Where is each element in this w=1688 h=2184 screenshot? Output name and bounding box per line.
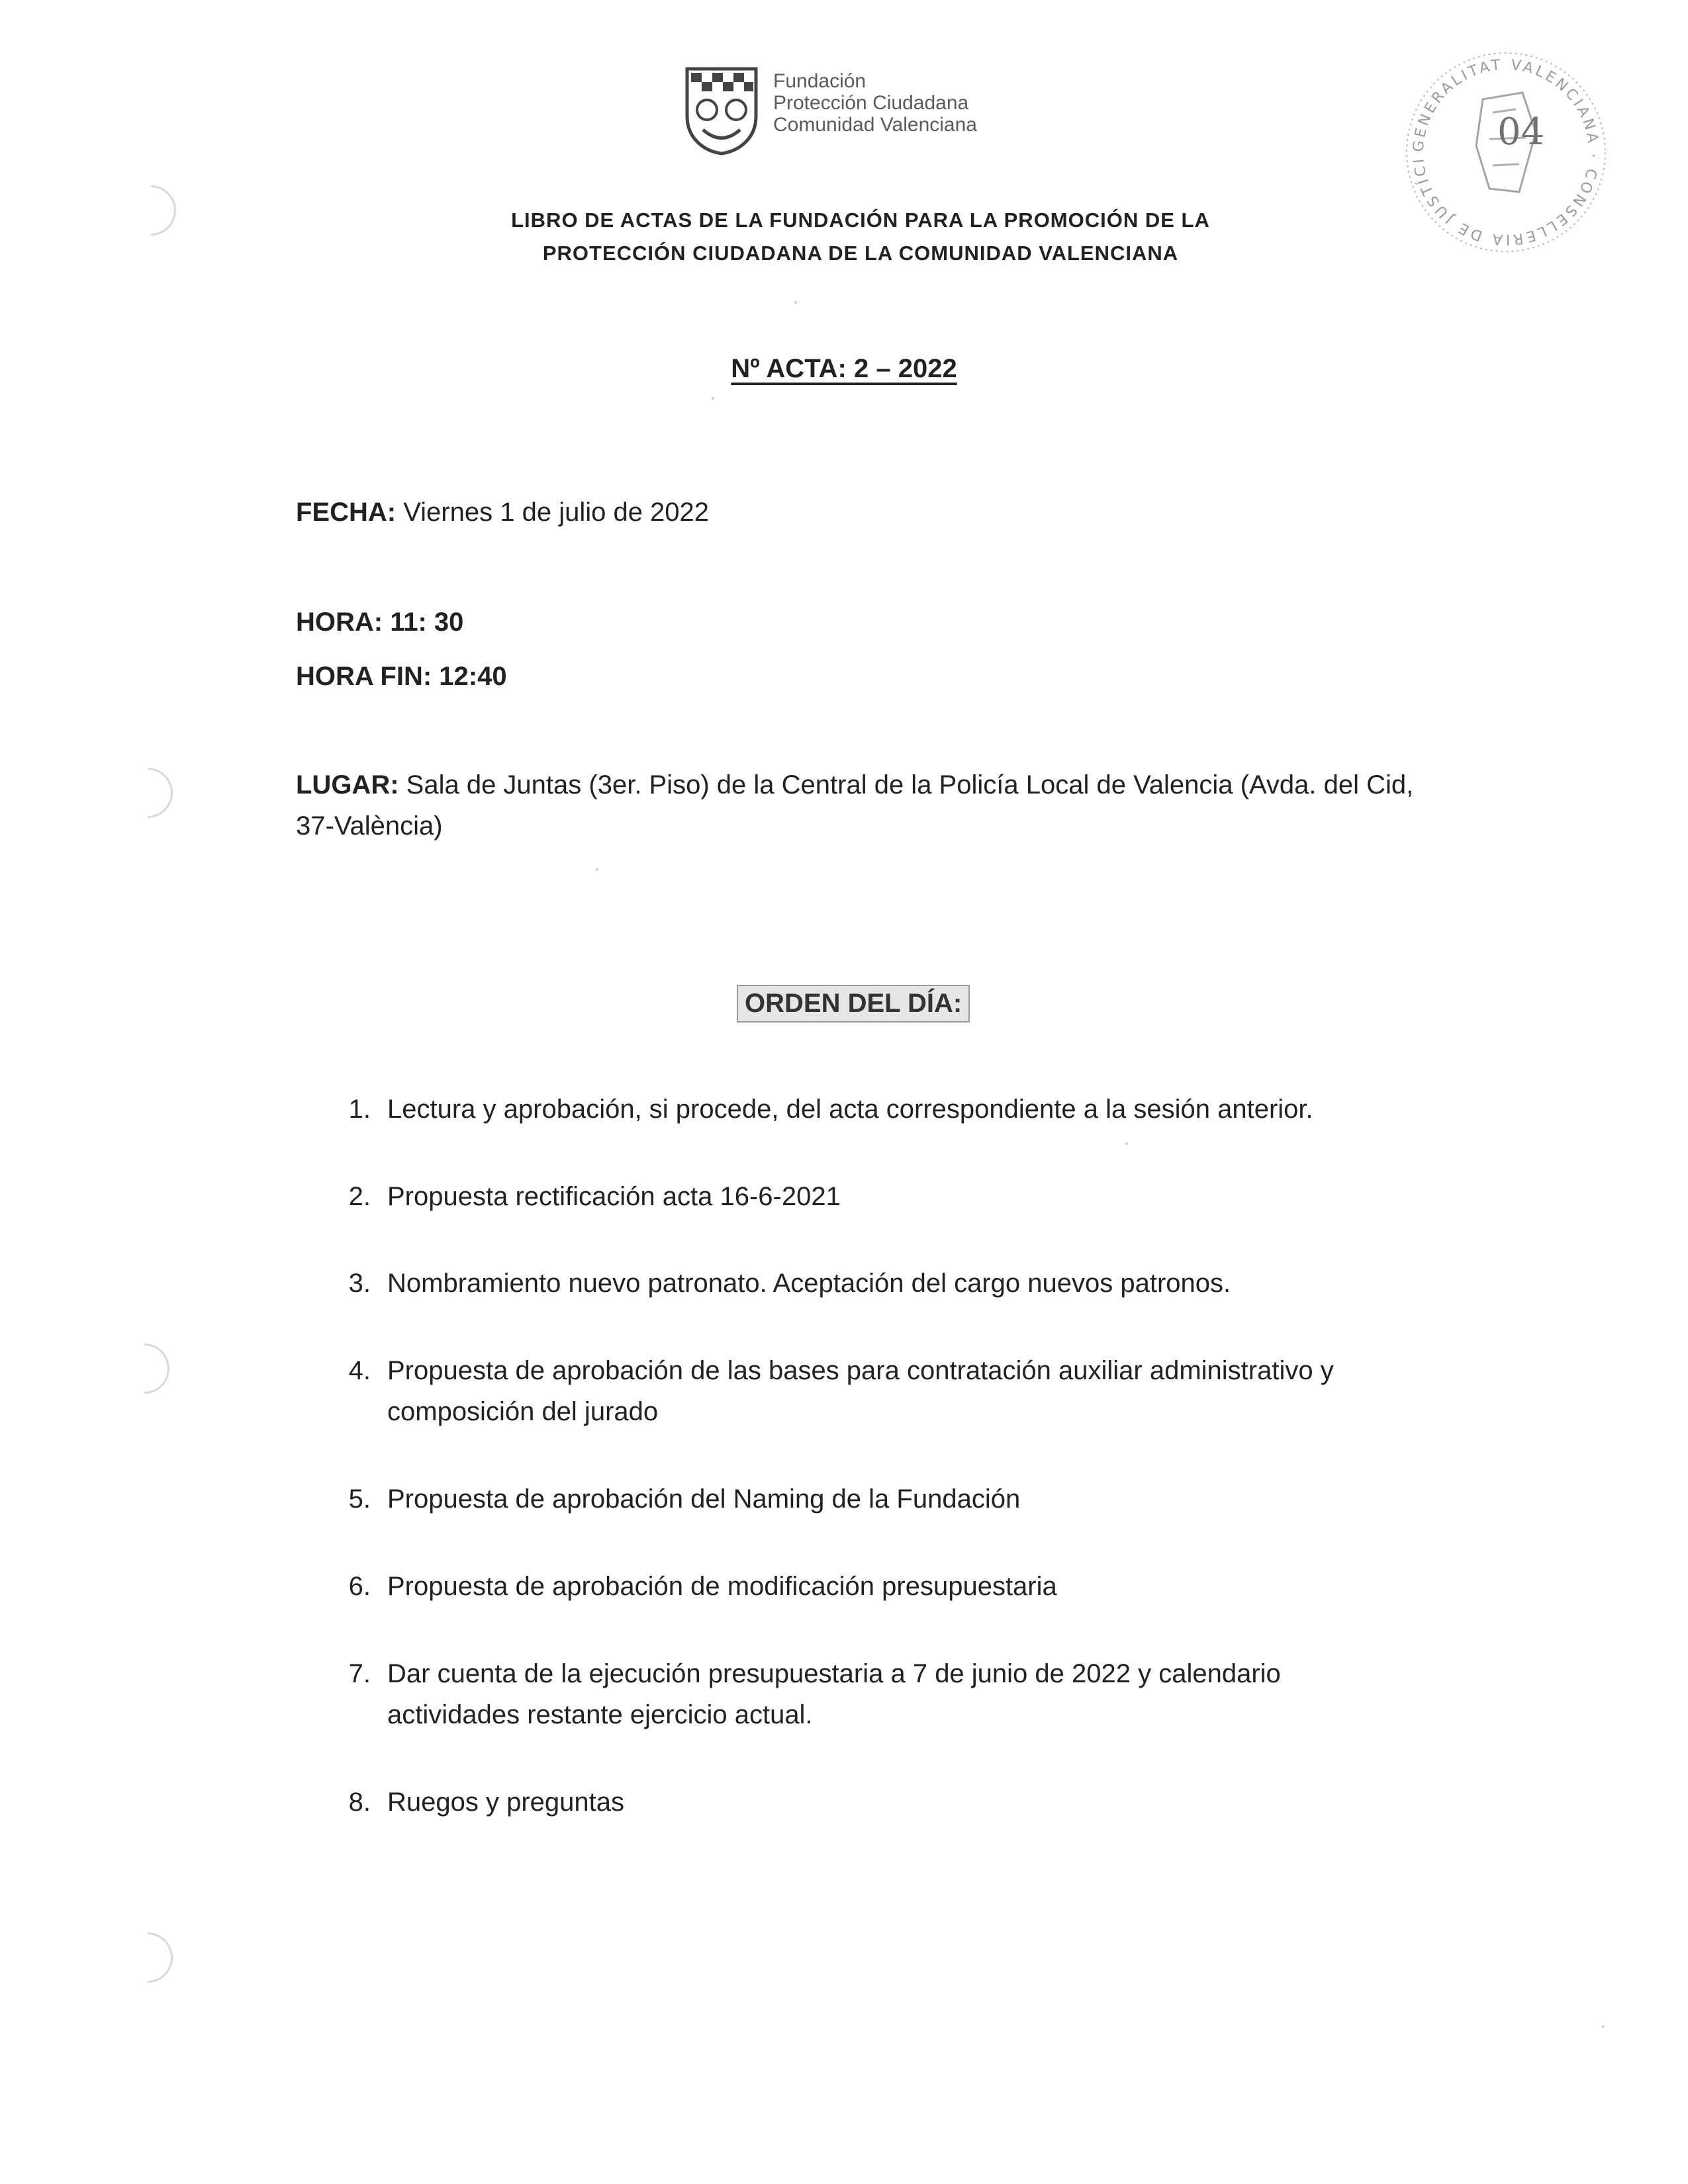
agenda-text: Dar cuenta de la ejecución presupuestaria a 7 de junio de 2022 y calendario actividades restante ejercicio actual. [387, 1659, 1281, 1729]
agenda-number: 4. [348, 1356, 371, 1385]
agenda-text: Ruegos y preguntas [387, 1788, 625, 1817]
acta-number [0, 354, 1688, 384]
scan-speck [794, 301, 797, 304]
seal-icon [1383, 40, 1628, 258]
book-title-line: PROTECCIÓN CIUDADANA DE LA COMUNIDAD VALENCIANA [542, 242, 1179, 265]
agenda-text: Propuesta rectificación acta 16-6-2021 [387, 1182, 841, 1211]
scan-speck [1602, 2025, 1605, 2028]
foundation-logo [682, 64, 993, 163]
lugar-field [296, 764, 1415, 846]
agenda-number: 7. [348, 1659, 371, 1688]
agenda-number: 5. [348, 1484, 371, 1514]
scan-speck [712, 397, 714, 400]
logo-line: Fundación [773, 70, 867, 92]
hora-fin-label: HORA FIN: 12:40 [296, 662, 507, 691]
agenda-number: 6. [348, 1572, 371, 1601]
agenda-number: 1. [348, 1095, 371, 1124]
logo-line: Comunidad Valenciana [773, 114, 977, 136]
fecha-label: FECHA: [296, 498, 397, 527]
binder-hole [115, 175, 186, 246]
shield-icon [682, 64, 761, 156]
agenda-number: 8. [348, 1788, 371, 1817]
agenda-number: 2. [348, 1182, 371, 1211]
hora-field [296, 608, 463, 637]
agenda-text: Propuesta de aprobación del Naming de la Fundación [387, 1484, 1021, 1514]
binder-hole [112, 1922, 183, 1993]
agenda-text: Propuesta de aprobación de modificación presupuestaria [387, 1572, 1057, 1601]
svg-text:GENERALITAT VALENCIANA · CONSE [1383, 40, 1601, 248]
fecha-value: Viernes 1 de julio de 2022 [396, 498, 710, 527]
scan-speck [1125, 1142, 1128, 1145]
stamp-ring-text: GENERALITAT VALENCIANA · CONSELLERIA DE JUSTÍCI [1410, 56, 1602, 248]
binder-hole [109, 1333, 179, 1404]
hora-label: HORA: 11: 30 [296, 608, 464, 637]
hora-fin-field [296, 662, 507, 692]
lugar-value: Sala de Juntas (3er. Piso) de la Central de la Policía Local de Valencia (Avda. del Cid, 37-València) [296, 770, 1414, 841]
agenda-text: Lectura y aprobación, si procede, del acta correspondiente a la sesión anterior. [387, 1095, 1313, 1124]
logo-text [773, 70, 977, 136]
fecha-field [296, 498, 709, 527]
logo-line: Protección Ciudadana [773, 92, 969, 114]
book-title-line: LIBRO DE ACTAS DE LA FUNDACIÓN PARA LA PROMOCIÓN DE LA [511, 208, 1210, 232]
agenda-text: Propuesta de aprobación de las bases para contratación auxiliar administrativo y composición del jurado [387, 1356, 1334, 1426]
book-title [331, 204, 1390, 270]
orden-del-dia-title: ORDEN DEL DÍA: [737, 985, 970, 1023]
official-stamp [1383, 40, 1628, 258]
binder-hole [112, 757, 183, 828]
lugar-label: LUGAR: [296, 770, 399, 799]
stamp-number: 04 [1497, 111, 1545, 154]
scan-speck [596, 868, 598, 871]
agenda-text: Nombramiento nuevo patronato. Aceptación del cargo nuevos patronos. [387, 1269, 1231, 1298]
acta-number-text: Nº ACTA: 2 – 2022 [731, 354, 957, 383]
agenda-number: 3. [348, 1269, 371, 1298]
